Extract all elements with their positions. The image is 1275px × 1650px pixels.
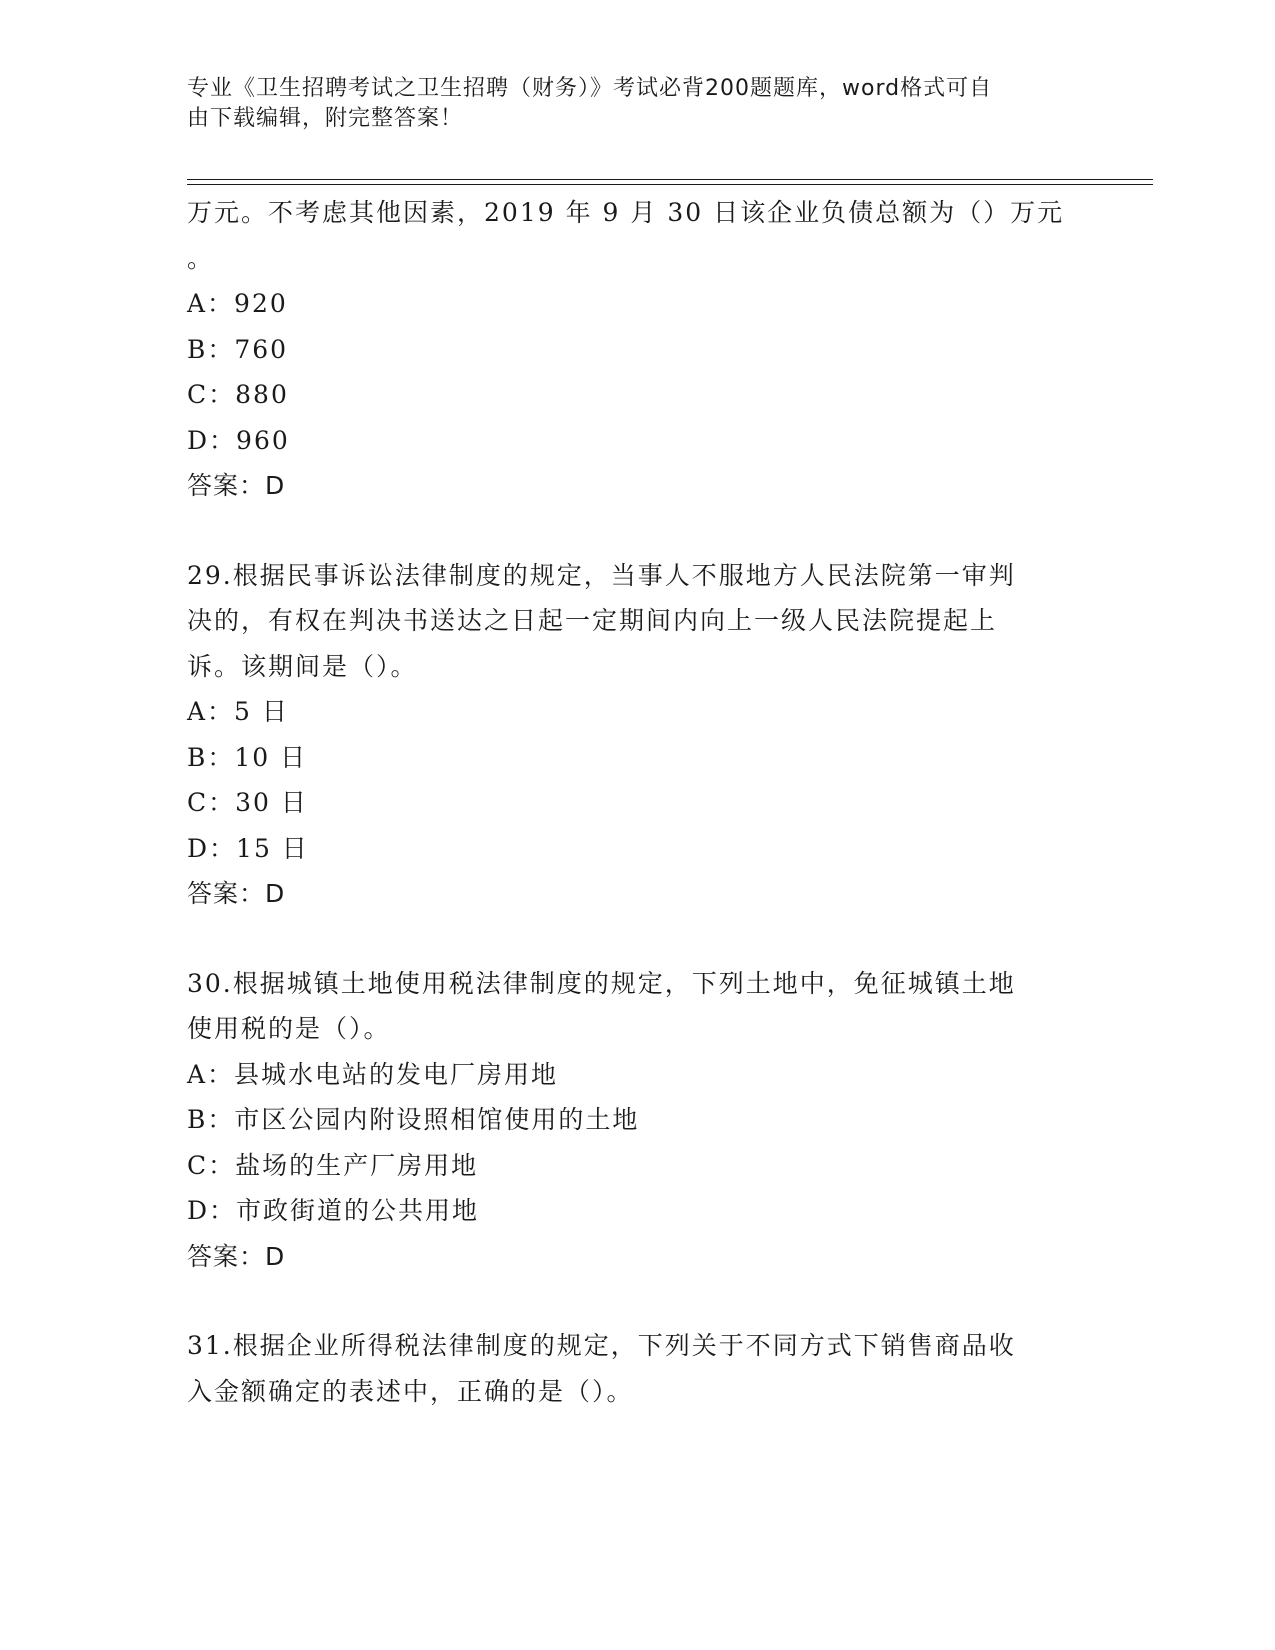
option-a: A：920 [187,289,288,318]
question-text: 30.根据城镇土地使用税法律制度的规定，下列土地中，免征城镇土地 [187,968,1016,998]
option-a: A：5 日 [187,697,289,726]
option-d: D：市政街道的公共用地 [187,1196,480,1225]
question-29 [187,553,1087,917]
header-divider [187,179,1153,180]
option-c: C：30 日 [187,788,308,817]
question-text: 。 [187,243,215,273]
question-text: 使用税的是（）。 [187,1014,391,1043]
option-d: D：15 日 [187,833,309,863]
question-text: 29.根据民事诉讼法律制度的规定，当事人不服地方人民法院第一审判 [187,560,1016,590]
document-body [187,190,1087,1414]
question-text: 入金额确定的表述中，正确的是（）。 [187,1376,634,1406]
question-text: 决的，有权在判决书送达之日起一定期间内向上一级人民法院提起上 [187,606,998,635]
question-text: 万元。不考虑其他因素，2019 年 9 月 30 日该企业负债总额为（）万元 [187,198,1065,227]
answer: 答案：D [187,879,286,908]
option-b: B：10 日 [187,742,308,772]
option-b: B：760 [187,334,289,364]
question-31 [187,1323,1087,1414]
question-28-continued [187,190,1087,509]
answer: 答案：D [187,471,286,500]
question-30 [187,961,1087,1280]
header-divider-second [187,184,1153,185]
document-header [187,74,1067,134]
header-line-1: 专业《卫生招聘考试之卫生招聘（财务）》考试必背200题题库，word格式可自 [187,76,993,101]
option-c: C：880 [187,380,289,409]
option-d: D：960 [187,425,290,455]
answer: 答案：D [187,1241,286,1271]
option-b: B：市区公园内附设照相馆使用的土地 [187,1105,640,1134]
option-c: C：盐场的生产厂房用地 [187,1150,479,1180]
question-text: 31.根据企业所得税法律制度的规定，下列关于不同方式下销售商品收 [187,1331,1016,1360]
question-text: 诉。该期间是（）。 [187,651,418,681]
header-line-2: 由下载编辑，附完整答案！ [187,106,464,131]
option-a: A：县城水电站的发电厂房用地 [187,1059,559,1089]
